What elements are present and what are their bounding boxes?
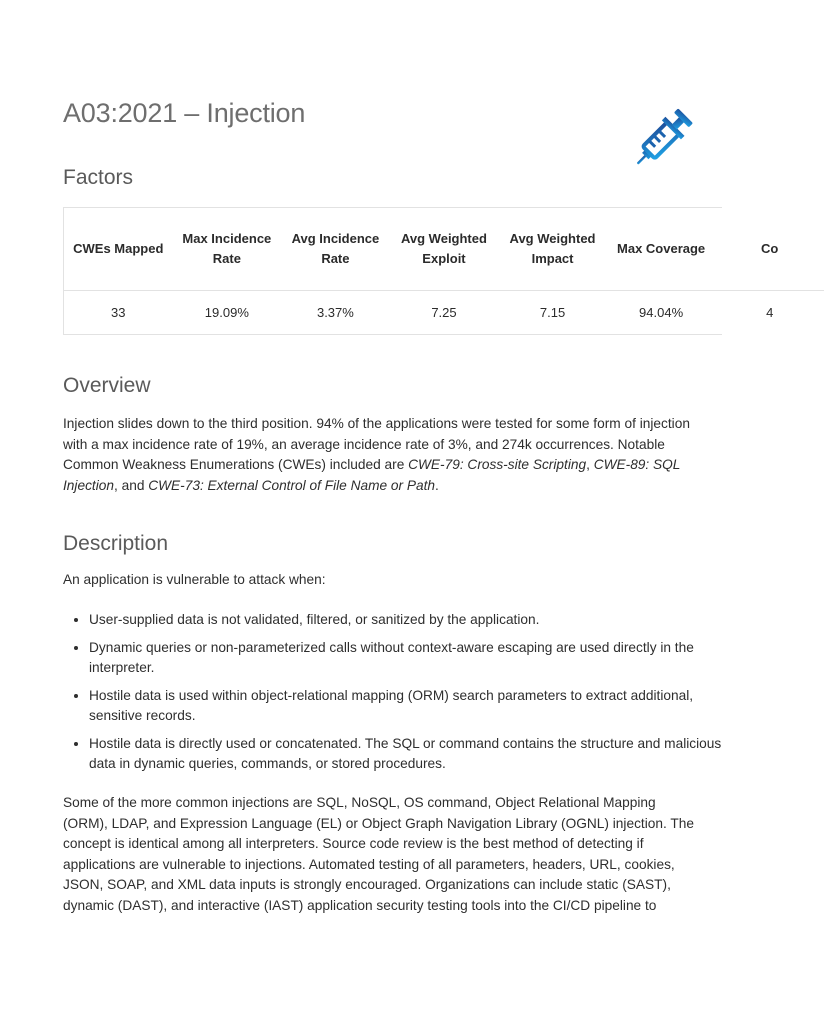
common-injections-paragraph: Some of the more common injections are SQL, NoSQL, OS command, Object Relational Mapping (ORM), LDAP, and Expression Language (EL) or Object Graph Navigation Library (OGNL) injection. The concept is identical among all interpreters. Source code review is the best method of detecting if applications are vulnerable to injections. Automated testing of all parameters, headers, URL, cookies, JSON, SOAP, and XML data inputs is strongly encouraged. Organizations can include static (SAST), dynamic (DAST), and interactive (IAST) application security testing tools into the CI/CD pipeline to [63,795,694,913]
column-header: Max Incidence Rate [182,231,272,266]
table-cell: 7.15 [498,291,607,334]
table-header-row [64,208,824,291]
cwe-73-ref: CWE-73: External Control of File Name or Path [148,477,436,493]
separator: , and [113,477,149,493]
description-intro: An application is vulnerable to attack when: [63,572,326,587]
table-cell: 33 [64,291,173,334]
factors-heading: Factors [63,166,134,189]
table-cell: 4 [715,291,824,334]
column-header: Max Coverage [617,241,706,256]
cwe-89-ref: CWE-89: SQL Injection [63,457,681,493]
column-header: CWEs Mapped [73,241,164,256]
overview-paragraph [63,414,703,496]
list-item: • Hostile data is used within object-relational mapping (ORM) search parameters to extract additional, sensitive records. [89,686,729,727]
description-heading: Description [63,532,169,555]
separator: , [586,457,594,472]
overview-text: Injection slides down to the third position. 94% of the applications were tested for some form of injection with a max incidence rate of 19%, an average incidence rate of 3%, and 274k occurrences. Notable Common Weakness Enumerations (CWEs) included are [63,416,690,472]
list-item: • Hostile data is directly used or concatenated. The SQL or command contains the structure and malicious data in dynamic queries, commands, or stored procedures. [89,734,729,775]
table-cell: 19.09% [173,291,282,334]
column-header: Avg Weighted Exploit [400,231,487,266]
column-header: Avg Incidence Rate [291,231,380,266]
table-cell: 3.37% [281,291,390,334]
column-header: Co [761,241,779,256]
factors-table [63,207,779,335]
overview-heading: Overview [63,374,151,397]
table-row [64,291,824,334]
list-item: • Dynamic queries or non-parameterized calls without context-aware escaping are used directly in the interpreter. [89,638,729,679]
period: . [435,477,439,493]
table-cell: 7.25 [390,291,499,334]
syringe-icon [625,100,703,176]
table-cell: 94.04% [607,291,716,334]
column-header: Avg Weighted Impact [509,231,596,266]
list-item: • User-supplied data is not validated, filtered, or sanitized by the application. [89,610,729,631]
cwe-79-ref: CWE-79: Cross-site Scripting [408,457,587,472]
vulnerability-list [63,610,729,782]
page-title: A03:2021 – Injection [63,98,306,128]
